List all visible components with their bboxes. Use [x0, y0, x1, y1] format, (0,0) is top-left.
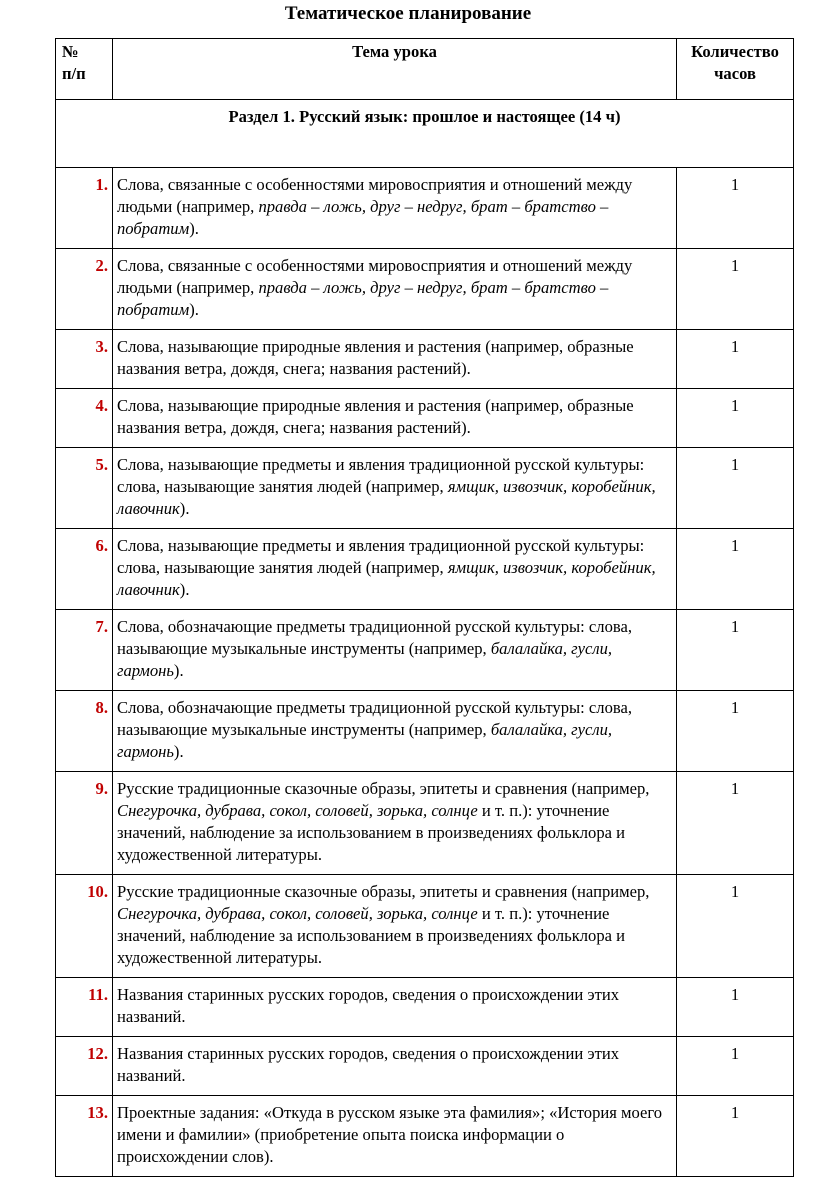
header-topic: Тема урока [113, 39, 677, 100]
lesson-number: 8. [56, 691, 113, 772]
lesson-number: 5. [56, 448, 113, 529]
lesson-topic: Названия старинных русских городов, сведения о происхождении этих названий. [113, 978, 677, 1037]
table-row [56, 1037, 794, 1096]
lesson-topic: Русские традиционные сказочные образы, эпитеты и сравнения (например, Снегурочка, дубрава, сокол, соловей, зорька, солнце и т. п.): уточнение значений, наблюдение за использованием в произведениях фольклора и художественной литературы. [113, 772, 677, 875]
lesson-number: 1. [56, 168, 113, 249]
lesson-topic: Слова, связанные с особенностями мировосприятия и отношений между людьми (например, правда – ложь, друг – недруг, брат – братство – побратим). [113, 168, 677, 249]
lesson-hours: 1 [677, 875, 794, 978]
lesson-hours: 1 [677, 529, 794, 610]
table-row [56, 448, 794, 529]
header-row [56, 39, 794, 100]
lesson-hours: 1 [677, 389, 794, 448]
lesson-hours: 1 [677, 249, 794, 330]
lesson-hours: 1 [677, 330, 794, 389]
lesson-hours: 1 [677, 448, 794, 529]
lesson-number: 13. [56, 1096, 113, 1177]
table-row [56, 875, 794, 978]
lesson-number: 12. [56, 1037, 113, 1096]
table-row [56, 529, 794, 610]
table-row [56, 389, 794, 448]
topic-examples: правда – ложь, друг – недруг, брат – братство – побратим [117, 197, 609, 238]
lesson-hours: 1 [677, 978, 794, 1037]
table-row [56, 168, 794, 249]
topic-examples: ямщик, извозчик, коробейник, лавочник [117, 558, 656, 599]
header-num: № п/п [56, 39, 113, 100]
table-row [56, 330, 794, 389]
lesson-number: 3. [56, 330, 113, 389]
table-row [56, 772, 794, 875]
topic-examples: балалайка, гусли, гармонь [117, 639, 613, 680]
topic-examples: балалайка, гусли, гармонь [117, 720, 613, 761]
section-title: Раздел 1. Русский язык: прошлое и настоящее (14 ч) [56, 100, 794, 168]
lesson-number: 11. [56, 978, 113, 1037]
table-row [56, 610, 794, 691]
table-row [56, 691, 794, 772]
table-row [56, 978, 794, 1037]
lesson-number: 9. [56, 772, 113, 875]
topic-examples: правда – ложь, друг – недруг, брат – братство – побратим [117, 278, 609, 319]
topic-examples: Снегурочка, дубрава, сокол, соловей, зорька, солнце [117, 904, 478, 923]
lesson-topic: Слова, обозначающие предметы традиционной русской культуры: слова, называющие музыкальные инструменты (например, балалайка, гусли, гармонь). [113, 610, 677, 691]
lesson-number: 7. [56, 610, 113, 691]
lesson-topic: Слова, обозначающие предметы традиционной русской культуры: слова, называющие музыкальные инструменты (например, балалайка, гусли, гармонь). [113, 691, 677, 772]
lesson-hours: 1 [677, 1037, 794, 1096]
lesson-topic: Русские традиционные сказочные образы, эпитеты и сравнения (например, Снегурочка, дубрава, сокол, соловей, зорька, солнце и т. п.): уточнение значений, наблюдение за использованием в произведениях фольклора и художественной литературы. [113, 875, 677, 978]
topic-examples: ямщик, извозчик, коробейник, лавочник [117, 477, 656, 518]
lesson-topic: Слова, называющие предметы и явления традиционной русской культуры: слова, называющие занятия людей (например, ямщик, извозчик, коробейник, лавочник). [113, 529, 677, 610]
lesson-hours: 1 [677, 1096, 794, 1177]
table-row [56, 249, 794, 330]
lesson-topic: Слова, называющие предметы и явления традиционной русской культуры: слова, называющие занятия людей (например, ямщик, извозчик, коробейник, лавочник). [113, 448, 677, 529]
header-hours: Количество часов [677, 39, 794, 100]
section-row [56, 100, 794, 168]
lesson-number: 10. [56, 875, 113, 978]
lesson-number: 6. [56, 529, 113, 610]
table-row [56, 1096, 794, 1177]
lesson-hours: 1 [677, 168, 794, 249]
lesson-topic: Слова, связанные с особенностями мировосприятия и отношений между людьми (например, правда – ложь, друг – недруг, брат – братство – побратим). [113, 249, 677, 330]
lesson-hours: 1 [677, 610, 794, 691]
lesson-topic: Слова, называющие природные явления и растения (например, образные названия ветра, дождя, снега; названия растений). [113, 330, 677, 389]
lesson-number: 2. [56, 249, 113, 330]
lesson-topic: Слова, называющие природные явления и растения (например, образные названия ветра, дождя, снега; названия растений). [113, 389, 677, 448]
lesson-topic: Проектные задания: «Откуда в русском языке эта фамилия»; «История моего имени и фамилии» (приобретение опыта поиска информации о происхождении слов). [113, 1096, 677, 1177]
lesson-hours: 1 [677, 691, 794, 772]
planning-table [55, 38, 794, 1177]
page-title: Тематическое планирование [284, 3, 532, 24]
lesson-number: 4. [56, 389, 113, 448]
lesson-hours: 1 [677, 772, 794, 875]
lesson-topic: Названия старинных русских городов, сведения о происхождении этих названий. [113, 1037, 677, 1096]
topic-examples: Снегурочка, дубрава, сокол, соловей, зорька, солнце [117, 801, 478, 820]
